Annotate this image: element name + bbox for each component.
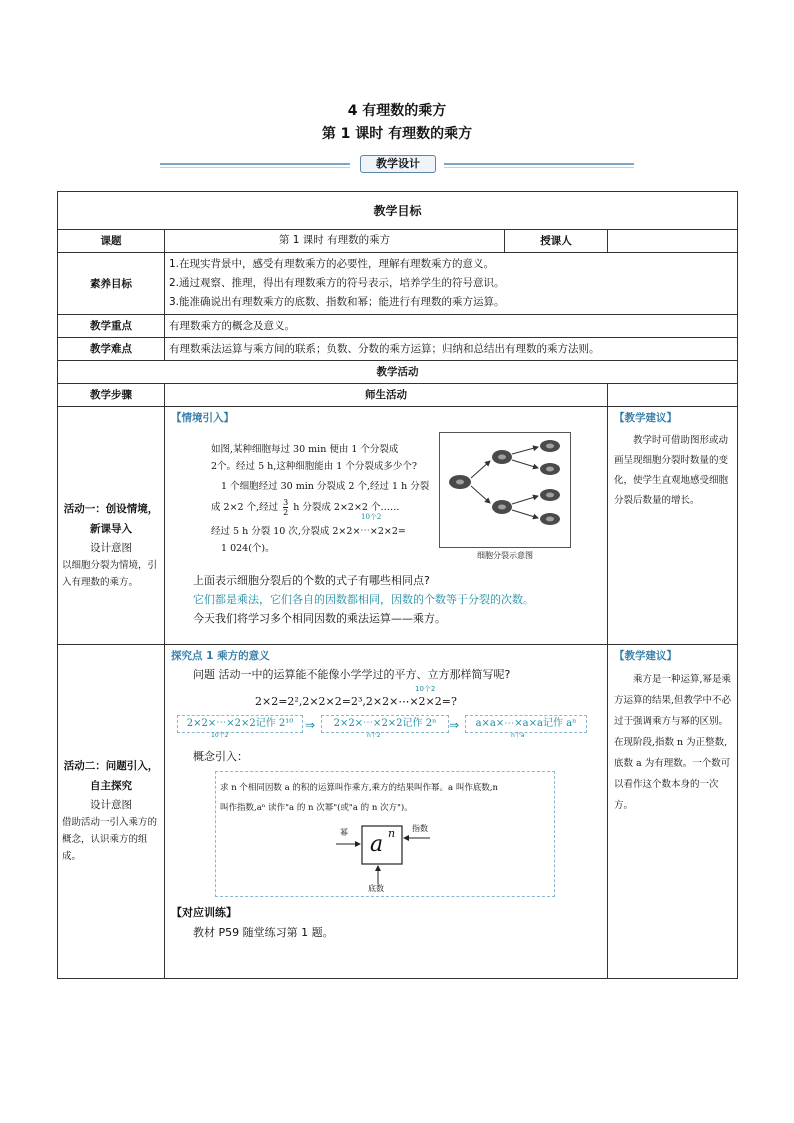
figure-caption: 细胞分裂示意图 <box>477 551 533 560</box>
practice-text: 教材 P59 随堂练习第 1 题。 <box>193 926 334 939</box>
banner-label: 教学设计 <box>360 155 436 173</box>
concept-label: 概念引入： <box>193 750 248 763</box>
activity1-question: 上面表示细胞分裂后的个数的式子有哪些相同点? <box>193 574 430 587</box>
concept-box <box>215 771 555 897</box>
difficult-value: 有理数乘法运算与乘方间的联系；负数、分数的乘方运算；归纳和总结出有理数的乘方法则。 <box>165 338 738 361</box>
activity1-content <box>165 407 608 645</box>
page-subtitle: 第 1 课时 有理数的乘方 <box>321 126 473 142</box>
activity1-step <box>58 407 165 645</box>
activity1-lead: 今天我们将学习多个相同因数的乘法运算——乘方。 <box>193 612 446 625</box>
literacy-goals <box>165 253 738 315</box>
page-title: 4 有理数的乘方 <box>347 103 447 119</box>
power-formula: 2×2=2²,2×2×2=2³,2×2×⋯×2×2=? <box>255 695 457 708</box>
activity1-design-text: 以细胞分裂为情境，引入有理数的乘方。 <box>62 559 158 588</box>
exponent-label: 指数 <box>412 824 428 833</box>
key-value: 有理数乘方的概念及意义。 <box>165 315 738 338</box>
activity1-design-label: 设计意图 <box>90 541 132 554</box>
problem-line: 成 2×2 个,经过 $\frac{3}{2}$ h 分裂成 2×2×2 个…… <box>211 498 400 517</box>
cell-icon <box>449 475 471 489</box>
problem-line: 1 024(个)。 <box>221 543 275 554</box>
problem-line: 1 个细胞经过 30 min 分裂成 2 个,经过 1 h 分裂 <box>221 481 430 492</box>
activity2-title: 活动二：问题引入，自主探究 <box>63 760 159 792</box>
concept-line: 求 n 个相同因数 a 的积的运算叫作乘方,乘方的结果叫作幂。a 叫作底数,n <box>220 783 499 793</box>
power-diagram <box>216 772 554 896</box>
objectives-title: 教学目标 <box>58 192 738 230</box>
base-symbol: a <box>370 832 384 857</box>
topic-value: 第 1 课时 有理数的乘方 <box>165 230 505 253</box>
activity2-section-label: 探究点 1 乘方的意义 <box>171 650 270 662</box>
activity1-title: 活动一：创设情境，新课导入 <box>63 502 159 535</box>
arrow-right-icon: ⇒ <box>449 718 460 732</box>
lesson-table <box>57 191 738 979</box>
flow-step: a×a×⋯×a×a记作 aⁿ <box>465 715 587 733</box>
literacy-label: 素养目标 <box>58 253 165 315</box>
flow-step: 2×2×⋯×2×2记作 2¹⁰ <box>177 715 303 733</box>
activity2-step <box>58 645 165 979</box>
key-label: 教学重点 <box>58 315 165 338</box>
cell-icon <box>540 440 560 452</box>
cell-icon <box>540 489 560 501</box>
concept-line: 叫作指数,aⁿ 读作"a 的 n 次幂"(或"a 的 n 次方")。 <box>220 803 413 813</box>
activity2-problem: 问题 活动一中的运算能不能像小学学过的平方、立方那样简写呢? <box>193 668 511 681</box>
notation-flow: 2×2×⋯×2×2记作 2¹⁰ 10个2 ⇒ 2×2×⋯×2×2记作 2ⁿ n个2 ⇒ a×a×⋯×a×a记作 aⁿ n个a <box>171 713 601 743</box>
fraction: $\frac{3}{2}$ <box>283 498 289 517</box>
practice-label: 【对应训练】 <box>171 906 237 919</box>
topic-label: 课题 <box>58 230 165 253</box>
power-label: 幂 <box>340 828 348 837</box>
cell-icon <box>492 500 512 514</box>
difficult-label: 教学难点 <box>58 338 165 361</box>
literacy-item: 1.在现实背景中，感受有理数乘方的必要性，理解有理数乘方的意义。 <box>169 258 495 270</box>
section-banner <box>160 157 634 171</box>
activity2-design-text: 借助活动一引入乘方的概念，认识乘方的组成。 <box>62 817 158 862</box>
brace-label: 10个2 <box>415 685 436 693</box>
suggestion-label: 【教学建议】 <box>614 412 677 424</box>
cell-icon <box>492 450 512 464</box>
activity-label: 师生活动 <box>165 384 608 407</box>
cell-division-problem <box>171 427 601 571</box>
brace-label: 10个2 <box>361 513 382 521</box>
base-label: 底数 <box>368 884 384 893</box>
cell-icon <box>540 463 560 475</box>
literacy-item: 3.能准确说出有理数乘方的底数、指数和幂；能进行有理数的乘方运算。 <box>169 296 505 308</box>
arrow-right-icon: ⇒ <box>305 718 316 732</box>
activities-title: 教学活动 <box>58 361 738 384</box>
cell-icon <box>540 513 560 525</box>
activity1-answer: 它们都是乘法，它们各自的因数都相同，因数的个数等于分裂的次数。 <box>193 593 534 606</box>
flow-step: 2×2×⋯×2×2记作 2ⁿ <box>321 715 449 733</box>
activity1-section-label: 【情境引入】 <box>171 412 234 424</box>
suggestion-text: 乘方是一种运算,幂是乘方运算的结果,但教学中不必过于强调乘方与幂的区别。在现阶段,指数 n 为正整数,底数 a 为有理数。一个数可以看作这个数本身的一次方。 <box>614 674 732 811</box>
steps-label: 教学步骤 <box>58 384 165 407</box>
literacy-item: 2.通过观察、推理，得出有理数乘方的符号表示，培养学生的符号意识。 <box>169 277 505 289</box>
problem-line: 2个。经过 5 h,这种细胞能由 1 个分裂成多少个? <box>211 461 417 472</box>
activity2-design-label: 设计意图 <box>90 799 132 811</box>
problem-line: 10个2 经过 5 h 分裂 10 次,分裂成 2×2×⋯×2×2= <box>211 513 406 537</box>
suggestion-label: 【教学建议】 <box>614 650 677 662</box>
exponent-symbol: n <box>388 827 396 840</box>
suggestion-text: 教学时可借助图形或动画呈现细胞分裂时数量的变化，使学生直观地感受细胞分裂后数量的增长。 <box>614 435 729 506</box>
teacher-label: 授课人 <box>505 230 608 253</box>
teacher-value <box>608 230 738 253</box>
cell-division-figure <box>439 432 571 548</box>
cell-division-diagram <box>440 433 570 547</box>
activity2-content <box>165 645 608 979</box>
problem-line: 如图,某种细胞每过 30 min 便由 1 个分裂成 <box>211 444 399 455</box>
activity1-suggestion <box>608 407 738 645</box>
activity2-suggestion <box>608 645 738 979</box>
